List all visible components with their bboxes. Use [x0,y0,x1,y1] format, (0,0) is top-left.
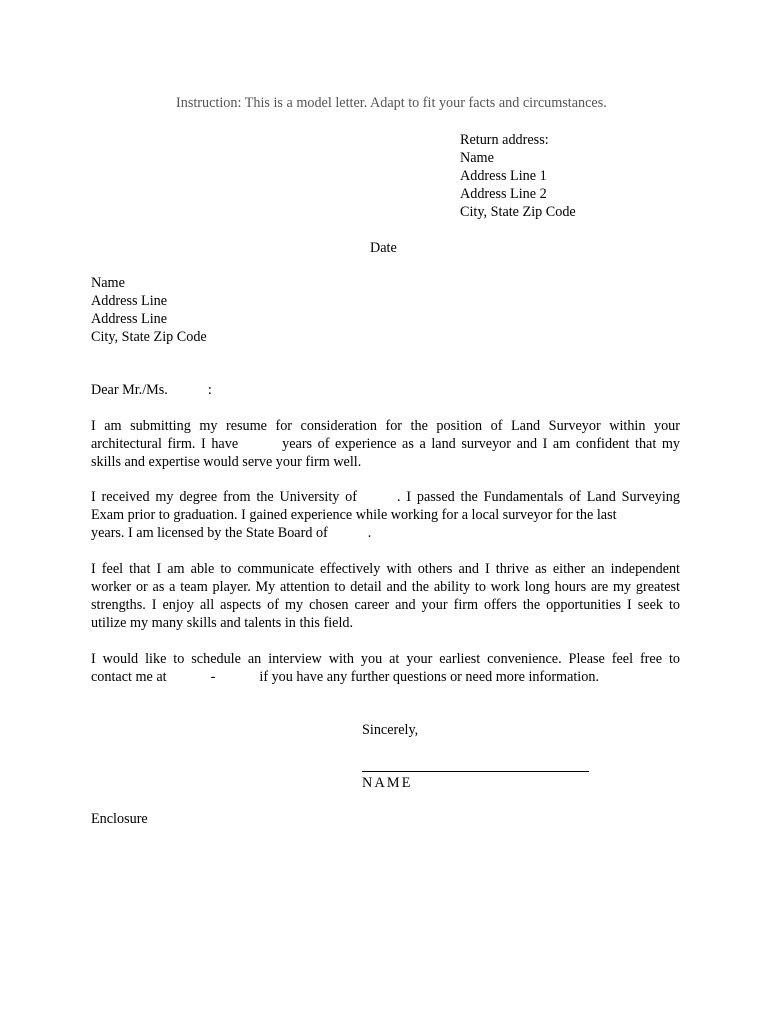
enclosure-note: Enclosure [91,811,148,827]
paragraph-text: architectural firm. I have [91,436,239,452]
paragraph-text: years of experience as a land surveyor and I am confident that my [282,436,680,452]
paragraph-line: Exam prior to graduation. I gained experience while working for a local surveyor for the last [91,507,617,523]
letter-date: Date [370,240,397,256]
phone-dash: - [210,669,216,685]
paragraph-text: contact me at [91,669,167,685]
salutation-text: Dear Mr./Ms. [91,382,168,398]
return-address-city-state-zip: City, State Zip Code [460,204,576,220]
paragraph-text: I received my degree from the University of [91,489,357,505]
paragraph-line: strengths. I enjoy all aspects of my chosen career and your firm offers the opportunities I seek to [91,597,680,613]
paragraph-line: I feel that I am able to communicate effectively with others and I thrive as either an independent [91,561,680,577]
paragraph-line [91,488,680,506]
return-address-line-2: Address Line 2 [460,186,547,202]
paragraph-line: I would like to schedule an interview with you at your earliest convenience. Please feel free to [91,651,680,667]
paragraph-line: skills and expertise would serve your firm well. [91,454,362,470]
closing: Sincerely, [362,722,419,738]
paragraph-text: if you have any further questions or need more information. [259,669,599,685]
body-paragraph-2 [91,488,680,542]
paragraph-line: utilize my many skills and talents in this field. [91,615,354,631]
paragraph-line: worker or as a team player. My attention to detail and the ability to work long hours are my greatest [91,579,680,595]
paragraph-line [91,435,680,453]
return-address-line-1: Address Line 1 [460,168,547,184]
recipient-city-state-zip: City, State Zip Code [91,329,207,345]
paragraph-line: I am submitting my resume for consideration for the position of Land Surveyor within your [91,418,680,434]
paragraph-text: . I passed the Fundamentals of Land Surveying [397,489,680,505]
signature-line [362,771,589,772]
paragraph-line [91,668,680,686]
paragraph-text: . [367,525,372,541]
return-address-heading: Return address: [460,132,549,148]
signature-name: NAME [362,775,413,791]
paragraph-text: years. I am licensed by the State Board of [91,525,328,541]
recipient-name: Name [91,275,125,291]
salutation-colon: : [207,382,212,398]
paragraph-line [91,524,680,542]
recipient-address-block [91,274,207,346]
instruction-note: Instruction: This is a model letter. Adapt to fit your facts and circumstances. [176,95,607,111]
return-address-block [460,131,576,221]
body-paragraph-1 [91,417,680,471]
recipient-address-line-1: Address Line [91,293,168,309]
body-paragraph-3 [91,560,680,632]
body-paragraph-4 [91,650,680,686]
recipient-address-line-2: Address Line [91,311,168,327]
salutation [91,381,212,399]
return-address-name: Name [460,150,494,166]
